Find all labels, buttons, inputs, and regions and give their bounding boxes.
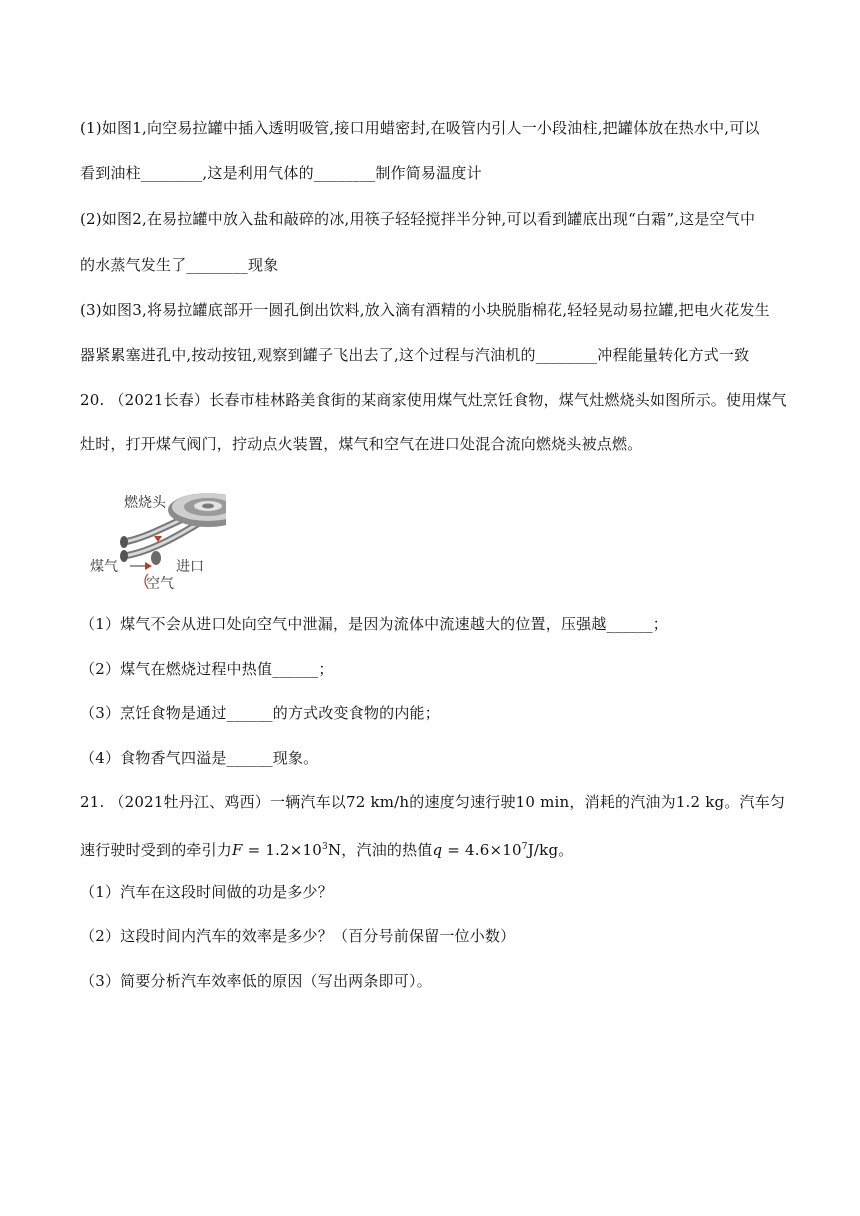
q19-part1-line2: 看到油柱________,这是利用气体的________制作简易温度计: [80, 164, 482, 182]
q19-part2-line1: (2)如图2,在易拉罐中放入盐和敲碎的冰,用筷子轻轻搅拌半分钟,可以看到罐底出现“白霜”,这是空气中: [80, 210, 756, 228]
exp-2: 7: [521, 842, 528, 852]
q19-part3-line2: 器紧累塞进孔中,按动按钮,观察到罐子飞出去了,这个过程与汽油机的________冲程能量转化方式一致: [80, 346, 750, 364]
label-burner-head: 燃烧头: [124, 495, 166, 511]
q21-stem-line1: 21. （2021牡丹江、鸡西）一辆汽车以72 km/h的速度匀速行驶10 min，消耗的汽油为1.2 kg。汽车匀: [80, 793, 786, 811]
q20-sub3: （3）烹饪食物是通过______的方式改变食物的内能；: [80, 704, 440, 722]
q21-text-c: N，汽油的热值: [327, 841, 433, 859]
q21-sub2: （2）这段时间内汽车的效率是多少？（百分号前保留一位小数）: [80, 927, 516, 945]
q19-part3-line1: (3)如图3,将易拉罐底部开一圆孔倒出饮料,放入滴有酒精的小块脱脂棉花,轻轻晃动易拉罐,把电火花发生: [80, 301, 770, 319]
q21-sub3: （3）简要分析汽车效率低的原因（写出两条即可）。: [80, 972, 432, 990]
q20-stem-line1: 20. （2021长春）长春市桂林路美食街的某商家使用煤气灶烹饪食物，煤气灶燃烧头如图所示。使用煤气: [80, 391, 787, 409]
q19-part1-line1: (1)如图1,向空易拉罐中插入透明吸管,接口用蜡密封,在吸管内引人一小段油柱,把罐体放在热水中,可以: [80, 119, 760, 137]
q21-text-b: = 1.2×10: [242, 841, 323, 859]
label-inlet: 进口: [176, 559, 204, 575]
label-air: 空气: [146, 576, 174, 592]
q20-sub4: （4）食物香气四溢是______现象。: [80, 749, 319, 767]
q20-sub1: （1）煤气不会从进口处向空气中泄漏，是因为流体中流速越大的位置，压强越______；: [80, 615, 668, 633]
q21-text-d: = 4.6×10: [442, 841, 522, 859]
q19-part2-line2: 的水蒸气发生了________现象: [80, 256, 279, 274]
exp-1: 3: [322, 842, 328, 852]
q21-text-e: J/kg。: [527, 841, 574, 859]
var-q: q: [432, 841, 443, 859]
var-F: F: [232, 841, 243, 859]
label-gas: 煤气: [90, 559, 118, 575]
q21-text-a: 速行驶时受到的牵引力: [80, 841, 233, 859]
gas-burner-figure: [86, 480, 226, 592]
q21-stem-line2: [80, 837, 800, 860]
q20-stem-line2: 灶时，打开煤气阀门，拧动点火装置，煤气和空气在进口处混合流向燃烧头被点燃。: [80, 435, 643, 453]
q21-sub1: （1）汽车在这段时间做的功是多少？: [80, 883, 333, 901]
q20-sub2: （2）煤气在燃烧过程中热值______；: [80, 660, 334, 678]
